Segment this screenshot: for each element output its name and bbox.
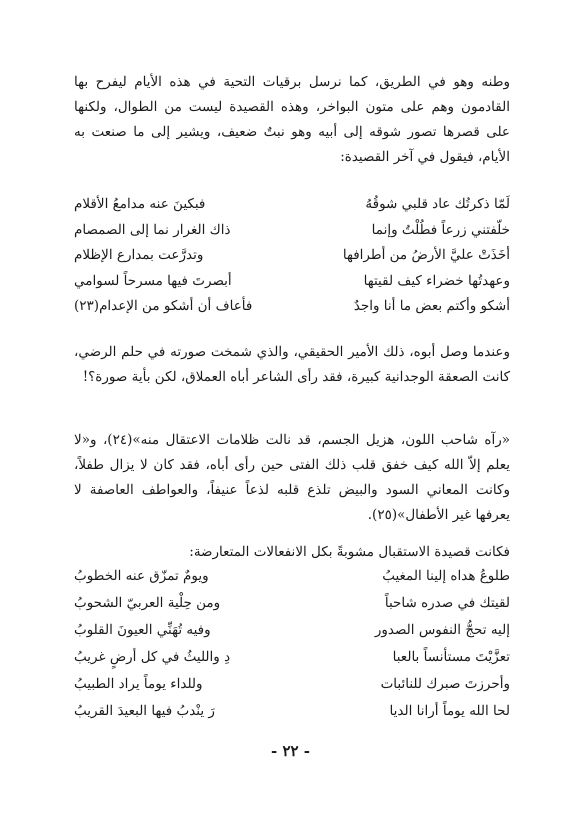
verse-second-hemistich: ذاك الغرار نما إلى الصمصام xyxy=(74,221,231,238)
verse-second-hemistich: وفيه تُهَنِّي العيونَ القلوبُ xyxy=(74,622,211,638)
verse-second-hemistich: أبصرتَ فيها مسرحاً لسوامي xyxy=(74,272,232,289)
verse-first-hemistich: تعزَّيْتَ مستأنساً بالعبا xyxy=(392,649,510,665)
paragraph-arrival: وعندما وصل أبوه، ذلك الأمير الحقيقي، والذي شمخت صورته في حلم الرضي، كانت الصعقة الوجدانية كبيرة، فقد رأى الشاعر أباه العملاق، لكن بأية صورة؟! xyxy=(74,344,510,385)
verse-first-hemistich: خلّفتني زرعاً فطُلْتُ وإنما xyxy=(371,221,510,238)
verse-first-hemistich: وأحرزتَ صبرك للنائبات xyxy=(380,676,510,692)
verse-first-hemistich: أشكو وأكتم بعض ما أنا واجدٌ xyxy=(353,298,510,314)
verse-second-hemistich: رَ ينْدبُ فيها البعيدَ القريبُ xyxy=(74,703,215,719)
verse xyxy=(74,298,510,324)
verse xyxy=(74,222,510,248)
verse-second-hemistich: ويومٌ تمزّق عنه الخطوبُ xyxy=(74,568,209,584)
verse-second-hemistich: فأعاف أن أشكو من الإعدام(٢٣) xyxy=(74,298,253,314)
verse xyxy=(74,703,510,730)
verse-first-hemistich: إليه تحجُّ النفوس الصدور xyxy=(374,622,510,638)
verse-second-hemistich: وللداء يوماً يراد الطبيبُ xyxy=(74,676,203,692)
verse xyxy=(74,622,510,649)
verse-first-hemistich: لقيتك في صدره شاحباً xyxy=(384,595,510,611)
verse xyxy=(74,649,510,676)
verse xyxy=(74,247,510,273)
poem-second xyxy=(74,568,510,730)
paragraph-poem-intro: فكانت قصيدة الاستقبال مشوبةً بكل الانفعالات المتعارضة: xyxy=(189,544,510,560)
verse xyxy=(74,676,510,703)
verse xyxy=(74,273,510,299)
verse-first-hemistich: لحا الله يوماً أرانا الديا xyxy=(389,703,510,719)
verse-first-hemistich: أخَذَتْ عليَّ الأرضُ من أطرافها xyxy=(342,247,510,263)
poem-first xyxy=(74,196,510,324)
verse-first-hemistich: طلوعُ هداه إلينا المغيبُ xyxy=(382,568,510,584)
verse-second-hemistich: فبكينَ عنه مدامعُ الأقلام xyxy=(74,196,206,212)
paragraph-quote: «رآه شاحب اللون، هزيل الجسم، قد نالت ظلامات الاعتقال منه»(٢٤)، و«لا يعلم إلاّ الله كيف خفق قلب ذلك الفتى حين رأى أباه، فقد كان لا يزال طفلاً، وكانت المعاني السود والبيض تلذع قلبه لذعاً عنيفاً، والعواطف العاصفة لا يعرفها غير الأطفال»(٢٥). xyxy=(74,432,510,523)
paragraph-intro: وطنه وهو في الطريق، كما نرسل برقيات التحية في هذه الأيام ليفرح بها القادمون وهم على متون البواخر، وهذه القصيدة ليست من الطوال، ولكنها على قصرها تصور شوقه إلى أبيه وهو نبتٌ ضعيف، ويشير إلى ما صنعت به الأيام، فيقول في آخر القصيدة: xyxy=(74,74,510,165)
verse xyxy=(74,196,510,222)
verse-first-hemistich: وعهدتُها خضراء كيف لقيتها xyxy=(363,272,510,289)
verse-second-hemistich: دِ والليثُ في كل أرضٍ غريبُ xyxy=(74,649,231,665)
verse-second-hemistich: وتدرَّعت بمدارع الإظلام xyxy=(74,247,204,263)
verse-second-hemistich: ومن حِلْية العربيّ الشحوبُ xyxy=(74,595,221,611)
verse xyxy=(74,568,510,595)
verse-first-hemistich: لَمّا ذكرتُك عاد قلبي شوقُهُ xyxy=(365,196,510,212)
page-number: - ٢٢ - xyxy=(270,742,311,760)
verse xyxy=(74,595,510,622)
